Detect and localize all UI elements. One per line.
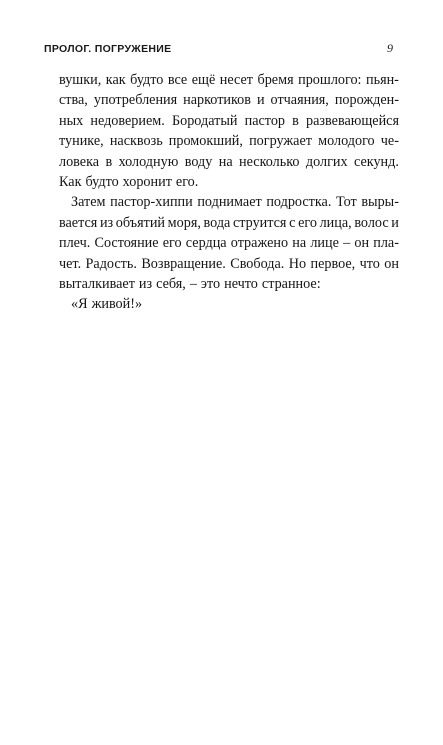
word: пьян-: [366, 72, 399, 88]
running-title: ПРОЛОГ. ПОГРУЖЕНИЕ: [44, 43, 172, 55]
word: –: [343, 235, 351, 252]
word: прошлого:: [298, 72, 362, 88]
word: порожден-: [334, 92, 399, 109]
text-line: [59, 294, 399, 314]
word: че-: [380, 133, 399, 150]
word: моря,: [167, 214, 201, 231]
word: отчаяния,: [270, 92, 329, 109]
word: из: [138, 275, 153, 292]
word: вода: [203, 214, 231, 231]
word: тунике,: [59, 133, 104, 150]
text-line: [59, 274, 399, 294]
word: чет.: [59, 255, 82, 272]
word: это: [200, 275, 221, 292]
word: молодого: [318, 133, 375, 150]
word: будто: [130, 72, 164, 88]
word: пла-: [373, 235, 399, 252]
word: несколько: [239, 153, 300, 170]
word: будто: [85, 173, 119, 190]
word: употребления: [93, 92, 178, 109]
word: погружает: [249, 133, 312, 150]
word: ства,: [59, 92, 88, 109]
word: ных: [59, 112, 84, 129]
text-line: [59, 172, 399, 192]
word: поднимает: [197, 194, 262, 211]
word: в: [105, 153, 113, 170]
word: бремя: [257, 72, 294, 88]
word: объятий: [115, 214, 166, 231]
word: Как: [59, 173, 82, 190]
word: недоверием.: [90, 112, 165, 129]
text-line: [59, 192, 399, 212]
word: пастор-хиппи: [110, 194, 193, 211]
word: живой!»: [91, 296, 143, 313]
word: выталкивает: [59, 275, 135, 292]
word: его: [162, 235, 182, 252]
word: волос: [354, 214, 389, 231]
word: его: [298, 214, 317, 231]
word: на: [218, 153, 233, 170]
word: вушки,: [59, 72, 102, 88]
word: плеч.: [59, 235, 91, 252]
word: Затем: [71, 194, 106, 211]
word: Тот: [336, 194, 357, 211]
word: в: [292, 112, 299, 129]
word: вается: [59, 214, 98, 231]
word: «Я: [71, 296, 88, 313]
text-line: [59, 233, 399, 253]
word: развевающейся: [306, 112, 399, 129]
text-line: [59, 152, 399, 172]
word: Но: [288, 255, 307, 272]
word: выры-: [361, 194, 399, 211]
word: как: [105, 72, 126, 88]
word: долгих: [305, 153, 348, 170]
word: из: [99, 214, 114, 231]
word: нечто: [224, 275, 258, 292]
word: Радость.: [85, 255, 137, 272]
word: лица,: [319, 214, 352, 231]
word: подростка.: [266, 194, 332, 211]
word: холодную: [118, 153, 179, 170]
body-text: [59, 70, 399, 315]
word: промокший,: [168, 133, 243, 150]
text-line: [59, 213, 399, 233]
word: ещё: [191, 72, 216, 88]
word: Бородатый: [171, 112, 238, 129]
word: с: [289, 214, 296, 231]
word: себя,: [156, 275, 186, 292]
word: наркотиков: [183, 92, 251, 109]
word: первое,: [310, 255, 356, 272]
word: и: [256, 92, 265, 109]
word: хоронит: [122, 173, 172, 190]
text-line: [59, 90, 399, 110]
word: секунд.: [354, 153, 399, 170]
text-line: [59, 70, 399, 90]
word: он: [384, 255, 399, 272]
word: воду: [184, 153, 213, 170]
word: на: [292, 235, 307, 252]
word: сердца: [185, 235, 227, 252]
text-line: [59, 111, 399, 131]
word: отражено: [230, 235, 289, 252]
word: Возвращение.: [141, 255, 226, 272]
word: несет: [219, 72, 253, 88]
word: что: [359, 255, 380, 272]
word: его.: [175, 173, 199, 190]
page-number: 9: [387, 41, 393, 55]
word: странное:: [261, 275, 321, 292]
word: струится: [233, 214, 287, 231]
text-line: [59, 254, 399, 274]
word: все: [167, 72, 188, 88]
word: лице: [310, 235, 339, 252]
word: Состояние: [94, 235, 159, 252]
text-line: [59, 131, 399, 151]
word: Свобода.: [230, 255, 285, 272]
word: ловека: [59, 153, 100, 170]
word: он: [354, 235, 370, 252]
word: пастор: [244, 112, 286, 129]
word: –: [189, 275, 197, 292]
word: и: [391, 214, 399, 231]
word: насквозь: [109, 133, 163, 150]
